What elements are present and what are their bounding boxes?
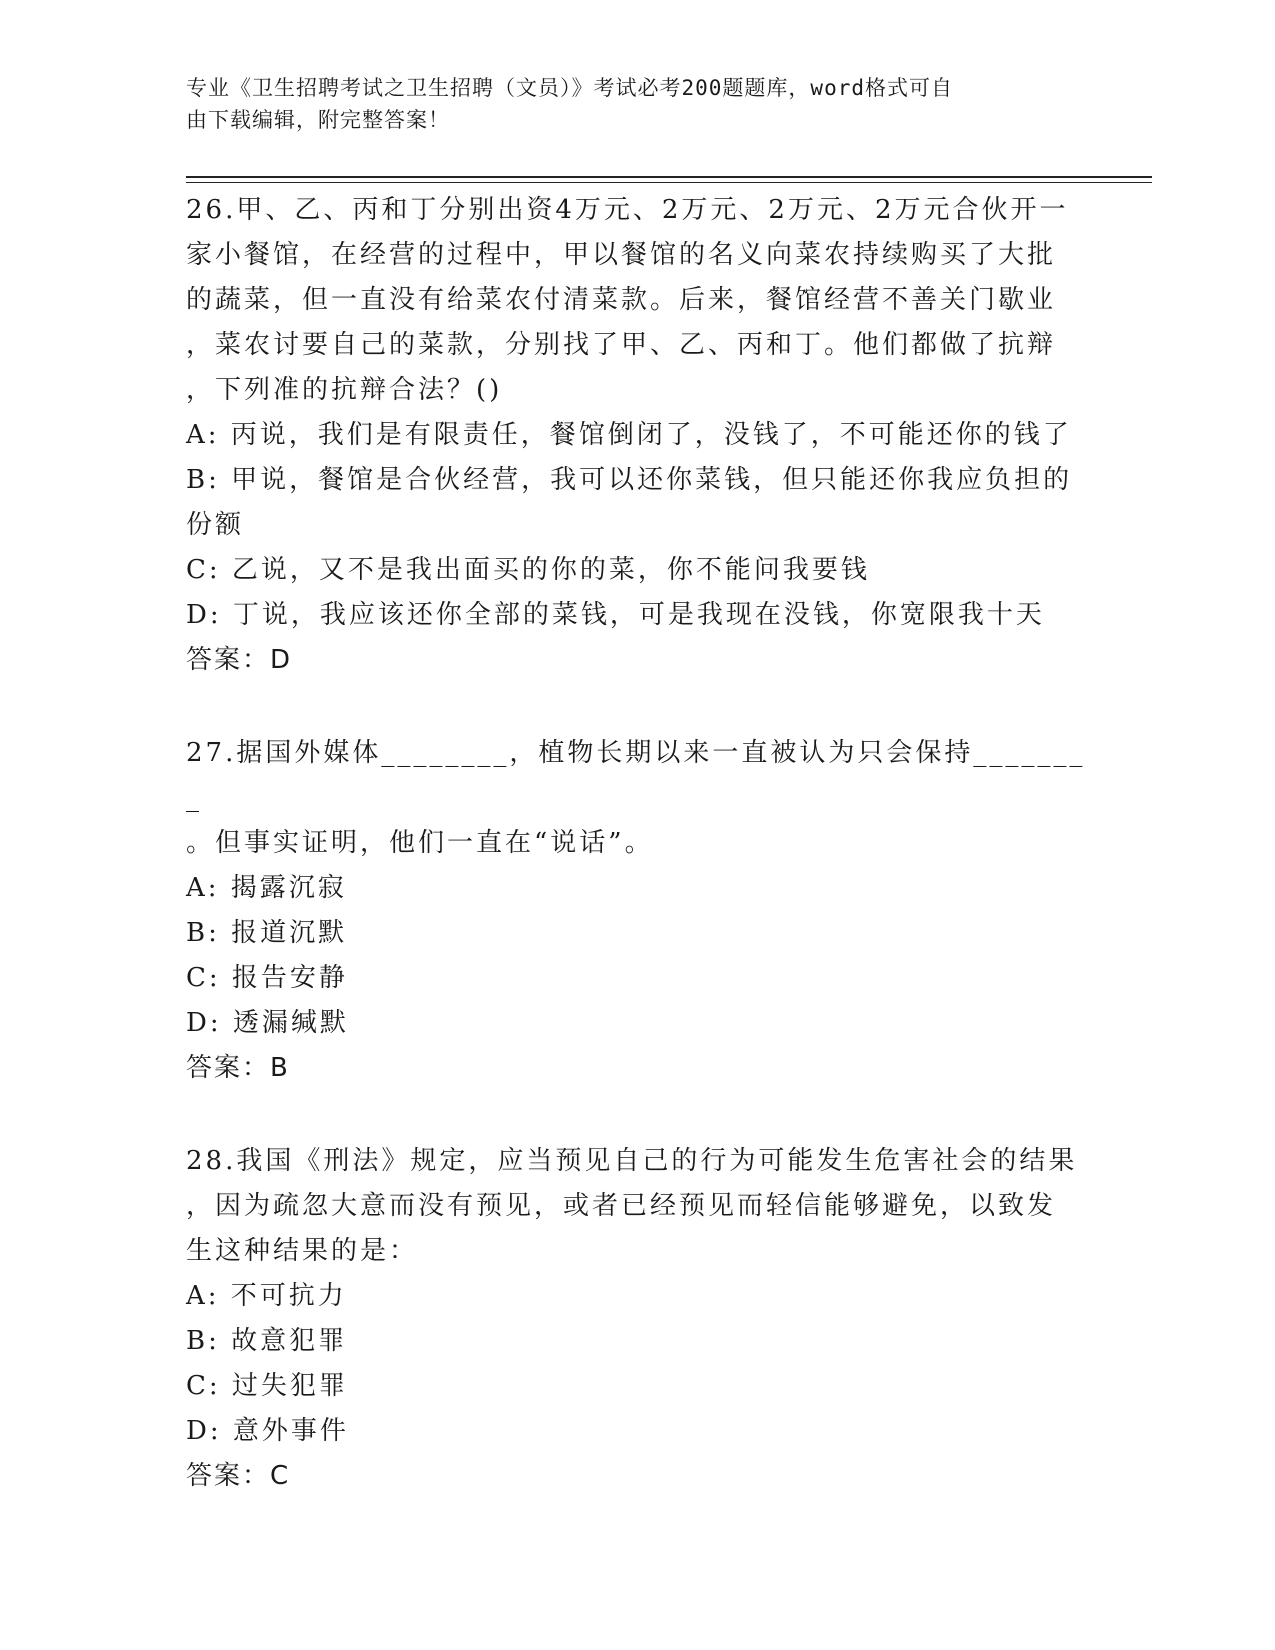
header-divider-thick	[186, 176, 1152, 178]
question-text-line: ，下列准的抗辩合法？()	[186, 375, 503, 405]
option-b: B: 报道沉默	[186, 918, 348, 948]
option-c: C: 报告安静	[186, 963, 348, 993]
question-text-line: 生这种结果的是：	[186, 1236, 419, 1266]
option-a: A: 不可抗力	[186, 1281, 347, 1311]
option-d: D: 意外事件	[186, 1416, 349, 1446]
question-text-line: 。但事实证明，他们一直在“说话”。	[186, 828, 654, 858]
question-text-line: 家小餐馆，在经营的过程中，甲以餐馆的名义向菜农持续购买了大批	[186, 240, 1057, 270]
answer-label: 答案：D	[186, 645, 293, 675]
option-b-continued: 份额	[186, 510, 245, 540]
question-text-line: ，因为疏忽大意而没有预见，或者已经预见而轻信能够避免，以致发	[186, 1191, 1057, 1221]
question-28	[186, 1139, 1086, 1499]
option-b: B: 故意犯罪	[186, 1326, 348, 1356]
option-d: D: 丁说，我应该还你全部的菜钱，可是我现在没钱，你宽限我十天	[186, 600, 1045, 630]
question-text-line: 26.甲、乙、丙和丁分别出资4万元、2万元、2万元、2万元合伙开一	[186, 195, 1069, 225]
question-text-line: ，菜农讨要自己的菜款，分别找了甲、乙、丙和丁。他们都做了抗辩	[186, 330, 1057, 360]
question-list	[186, 188, 1086, 1547]
document-header	[186, 72, 1066, 136]
option-a: A: 揭露沉寂	[186, 873, 347, 903]
answer-label: 答案：C	[186, 1461, 291, 1491]
question-text-line: 28.我国《刑法》规定，应当预见自己的行为可能发生危害社会的结果	[186, 1146, 1078, 1176]
question-27	[186, 731, 1086, 1091]
option-c: C: 过失犯罪	[186, 1371, 348, 1401]
question-26	[186, 188, 1086, 683]
question-text-line: 27.据国外媒体________，植物长期以来一直被认为只会保持________	[186, 738, 1086, 813]
option-a: A: 丙说，我们是有限责任，餐馆倒闭了，没钱了，不可能还你的钱了	[186, 420, 1072, 450]
header-line-1: 专业《卫生招聘考试之卫生招聘（文员）》考试必考200题题库，word格式可自	[186, 76, 953, 100]
question-text-line: 的蔬菜，但一直没有给菜农付清菜款。后来，餐馆经营不善关门歇业	[186, 285, 1057, 315]
option-b: B: 甲说，餐馆是合伙经营，我可以还你菜钱，但只能还你我应负担的	[186, 465, 1073, 495]
option-c: C: 乙说，又不是我出面买的你的菜，你不能问我要钱	[186, 555, 870, 585]
answer-label: 答案：B	[186, 1053, 290, 1083]
option-d: D: 透漏缄默	[186, 1008, 349, 1038]
header-line-2: 由下载编辑，附完整答案！	[186, 108, 450, 132]
header-divider-thin	[186, 182, 1152, 183]
